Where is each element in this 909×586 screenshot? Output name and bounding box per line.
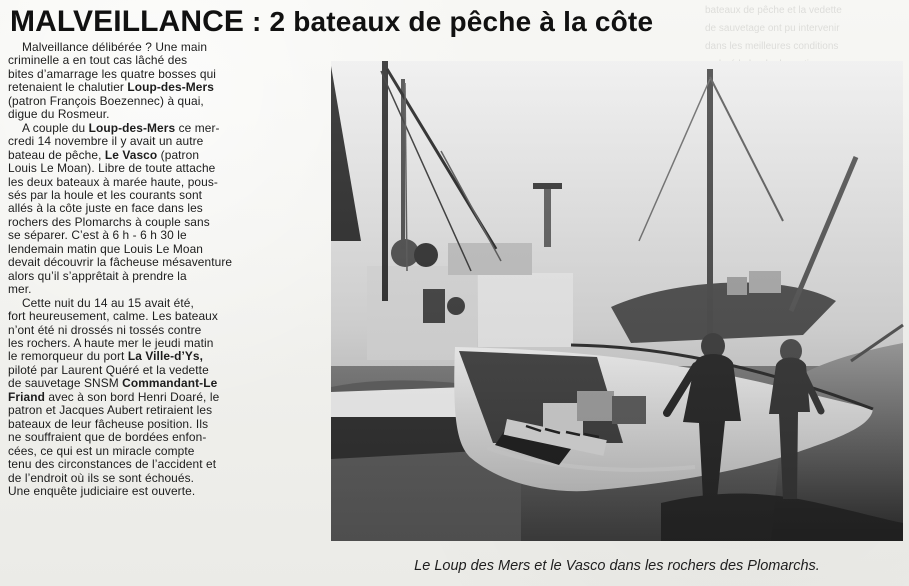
article-line (8, 108, 309, 121)
boat-name: Le Vasco (104, 147, 158, 162)
article-line (8, 149, 309, 162)
article-text: de l’endroit où ils se sont échoués. (8, 470, 195, 485)
article-text: Louis Le Moan). Libre de toute attache (8, 161, 216, 176)
boat-name: Loup-des-Mers (88, 120, 176, 135)
article-column (8, 41, 309, 579)
article-text: A couple du (22, 120, 89, 135)
bleed-line-1: bateaux de pêche et la vedette (705, 5, 842, 16)
article-line (8, 189, 309, 202)
photo-caption: Le Loup des Mers et le Vasco dans les rochers des Plomarchs. (414, 558, 820, 574)
article-text: lendemain matin que Louis Le Moan (8, 241, 203, 256)
article-text: les deux bateaux à marée haute, pous- (8, 174, 218, 189)
article-line (8, 391, 309, 404)
article-text: de sauvetage SNSM (8, 376, 123, 391)
article-text: credi 14 novembre il y avait un autre (8, 134, 204, 149)
photo-tone-overlay (331, 61, 903, 541)
boat-name: Friand (8, 389, 45, 404)
article-line (8, 256, 309, 269)
photo-illustration (331, 61, 903, 541)
article-line (8, 404, 309, 417)
article-line (8, 472, 309, 485)
article-line (8, 445, 309, 458)
article-line (8, 350, 309, 363)
article-text: cées, ce qui est un miracle compte (8, 443, 195, 458)
article-line (8, 485, 309, 498)
article-text: devait découvrir la fâcheuse mésaventure (8, 255, 233, 270)
article-text: patron et Jacques Aubert retiraient les (8, 403, 213, 418)
article-text: (patron (157, 147, 200, 162)
article-text: n’ont été ni drossés ni tossés contre (8, 322, 202, 337)
article-text: ce mer- (175, 120, 220, 135)
headline (10, 6, 700, 38)
article-text: alors qu’il s’apprêtait à prendre la (8, 268, 187, 283)
article-text: avec à son bord Henri Doaré, le (44, 389, 220, 404)
article-line (8, 68, 309, 81)
article-line (8, 324, 309, 337)
article-text: retenaient le chalutier (8, 80, 128, 95)
article-paragraph-2 (8, 122, 309, 297)
article-text: criminelle a en tout cas lâché des (8, 53, 188, 68)
article-text: digue du Rosmeur. (8, 107, 110, 122)
article-line (8, 81, 309, 94)
article-line (8, 122, 309, 135)
article-line (8, 364, 309, 377)
article-line (8, 176, 309, 189)
article-text: bateau de pêche, (8, 147, 105, 162)
article-text: piloté par Laurent Quéré et la vedette (8, 362, 209, 377)
article-text: fort heureusement, calme. Les bateaux (8, 309, 218, 324)
bleed-line-3: dans les meilleures conditions (705, 41, 839, 52)
adjacent-article-bleed (705, 0, 909, 62)
article-text: rochers des Plomarchs à couple sans (8, 214, 210, 229)
article-text: Une enquête judiciaire est ouverte. (8, 483, 196, 498)
article-line (8, 377, 309, 390)
article-text: les rochers. A haute mer le jeudi matin (8, 335, 214, 350)
article-text: ne souffraient que de bordées enfon- (8, 430, 207, 445)
article-line (8, 41, 309, 54)
article-line (8, 202, 309, 215)
article-paragraph-1 (8, 41, 309, 122)
article-line (8, 418, 309, 431)
article-line (8, 54, 309, 67)
article-paragraph-3 (8, 297, 309, 499)
article-text: le remorqueur du port (8, 349, 128, 364)
article-line (8, 243, 309, 256)
article-line (8, 337, 309, 350)
article-line (8, 95, 309, 108)
news-photo (331, 61, 903, 541)
bleed-line-2: de sauvetage ont pu intervenir (705, 23, 840, 34)
article-text: Malveillance délibérée ? Une main (22, 40, 208, 54)
article-text: tenu des circonstances de l’accident et (8, 457, 217, 472)
boat-name: La Ville-d’Ys, (127, 349, 204, 364)
article-line (8, 431, 309, 444)
article-line (8, 297, 309, 310)
boat-name: Commandant-Le (122, 376, 218, 391)
article-text: (patron François Boezennec) à quai, (8, 93, 204, 108)
article-text: mer. (8, 282, 32, 297)
article-text: allés à la côte juste en face dans les (8, 201, 203, 216)
boat-name: Loup-des-Mers (127, 80, 214, 95)
article-text: Cette nuit du 14 au 15 avait été, (22, 295, 194, 310)
article-line (8, 310, 309, 323)
article-text: bateaux de leur fâcheuse position. Ils (8, 416, 209, 431)
headline-kicker: MALVEILLANCE (10, 5, 244, 38)
article-line (8, 283, 309, 296)
article-line (8, 216, 309, 229)
article-line (8, 229, 309, 242)
article-text: sés par la houle et les courants sont (8, 187, 203, 202)
article-line (8, 270, 309, 283)
headline-rest: : 2 bateaux de pêche à la côte (243, 6, 654, 37)
article-line (8, 458, 309, 471)
article-line (8, 162, 309, 175)
article-text: bites d’amarrage les quatre bosses qui (8, 66, 217, 81)
article-line (8, 135, 309, 148)
article-text: se séparer. C’est à 6 h - 6 h 30 le (8, 228, 187, 243)
